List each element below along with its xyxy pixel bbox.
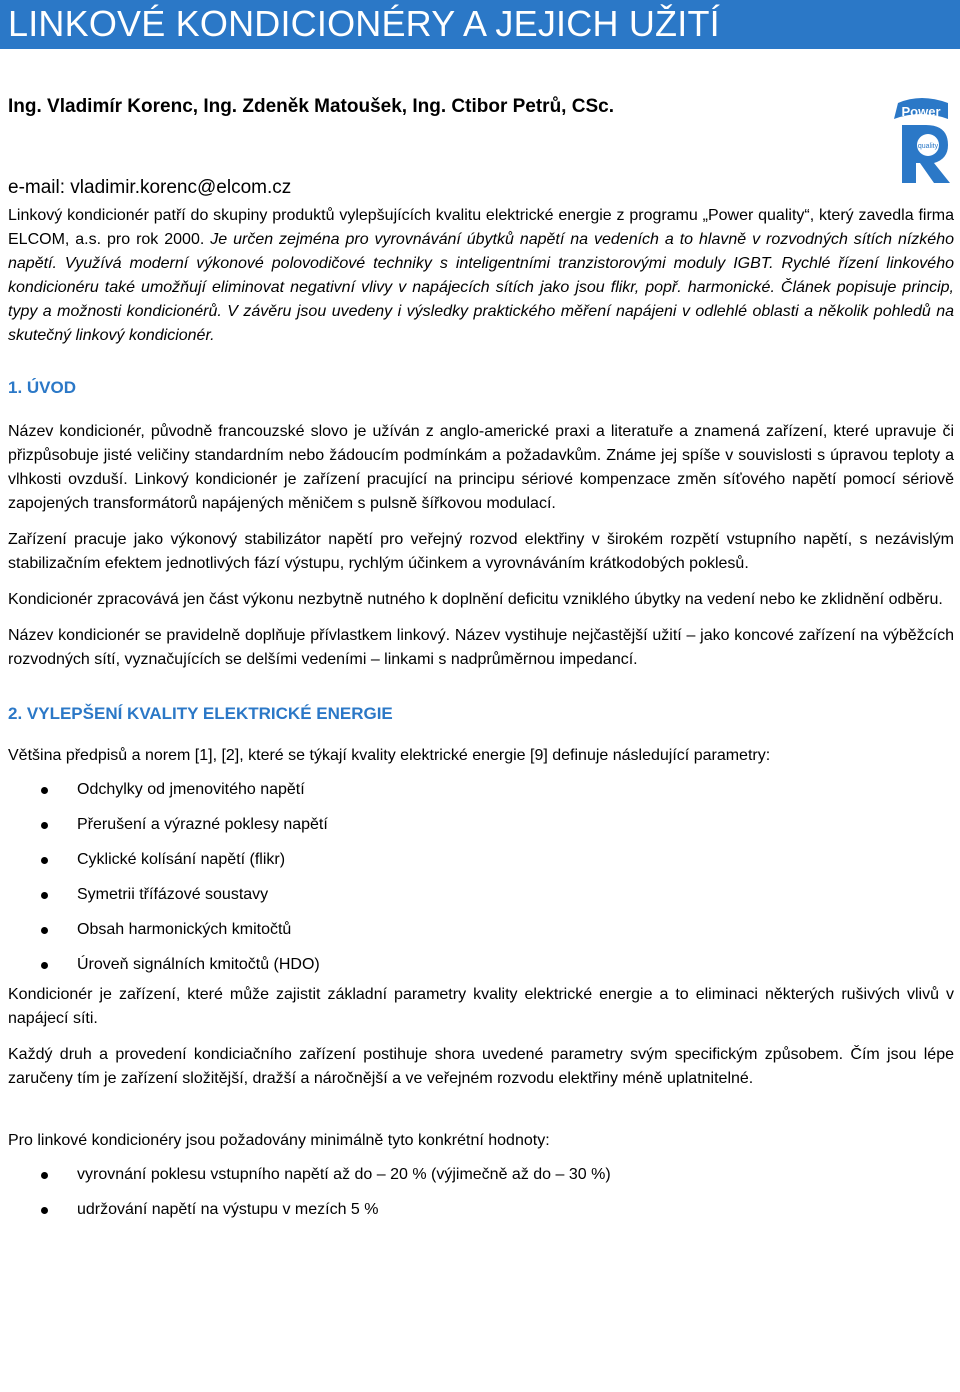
list-item: Cyklické kolísání napětí (flikr)	[8, 848, 954, 872]
bullet-icon	[41, 892, 48, 899]
section-1-paragraph: Kondicionér zpracovává jen část výkonu nezbytně nutného k doplnění deficitu vzniklého úbytky na vedení nebo ke zklidnění odběru.	[8, 591, 943, 608]
section-2-paragraph: Každý druh a provedení kondiciačního zařízení postihuje shora uvedené parametry svým specifickým způsobem. Čím jsou lépe zaručeny tím je zařízení složitější, dražší a náročnější a ve veřejném rozvodu elektřiny méně uplatnitelné.	[8, 1046, 954, 1087]
parameters-list	[8, 778, 954, 977]
bullet-icon	[41, 857, 48, 864]
power-quality-logo-icon	[888, 95, 954, 185]
section-2-intro: Většina předpisů a norem [1], [2], které se týkají kvality elektrické energie [9] definuje následující parametry:	[8, 747, 771, 764]
section-2-paragraph: Kondicionér je zařízení, které může zajistit základní parametry kvality elektrické energie a to eliminaci některých rušivých vlivů v napájecí síti.	[8, 986, 954, 1027]
abstract-italic: Je určen zejména pro vyrovnávání úbytků napětí na vedeních a to hlavně v rozvodných sítích nízkého napětí. Využívá moderní výkonové polovodičové techniky s inteligentními tranzistorovými moduly IGBT. Rychlé řízení linkového kondicionéru také umožňují eliminovat negativní vlivy v napájecích sítích jako jsou flikr, popř. harmonické. Článek popisuje princip, typy a možnosti kondicionérů. V závěru jsou uvedeny i výsledky praktického měření napájeni v odlehlé oblasti a několik pohledů na skutečný linkový kondicionér.	[8, 231, 955, 344]
title-banner	[0, 0, 960, 49]
list-item: Úroveň signálních kmitočtů (HDO)	[8, 953, 954, 977]
section-1-paragraph: Zařízení pracuje jako výkonový stabilizátor napětí pro veřejný rozvod elektřiny v širokém rozpětí vstupního napětí, s nezávislým stabilizačním efektem jednotlivých fází výstupu, rychlým účinkem a vyrovnáváním krátkodobých poklesů.	[8, 531, 954, 572]
abstract-normal: Linkový kondicionér patří do skupiny produktů vylepšujících kvalitu elektrické energie z programu „Power quality“, který zavedla firma ELCOM, a.s. pro rok 2000.	[8, 207, 954, 248]
section-1-paragraph: Název kondicionér, původně francouzské slovo je užíván z anglo-americké praxi a literatuře a znamená zařízení, které upravuje či přizpůsobuje jisté veličiny standardním nebo žádoucím podmínkám a požadavkům. Známe jej spíše v souvislosti s úpravou teploty a vlhkosti ovzduší. Linkový kondicionér je zařízení pracující na principu sériové kompenzace změn síťového napětí pomocí sériově zapojených transformátorů napájených měničem s pulsně šířkovou modulací.	[8, 423, 954, 512]
section-1-paragraph: Název kondicionér se pravidelně doplňuje přívlastkem linkový. Název vystihuje nejčastější užití – jako koncové zařízení na výběžcích rozvodných sítí, vyznačujících se delšími vedeními – linkami s nadprůměrnou impedancí.	[8, 627, 954, 668]
bullet-icon	[41, 962, 48, 969]
list-item: Symetrii třífázové soustavy	[8, 883, 954, 907]
abstract	[8, 204, 954, 348]
logo-text-top: Power	[901, 104, 941, 119]
list-item: Odchylky od jmenovitého napětí	[8, 778, 954, 802]
bullet-icon	[41, 927, 48, 934]
section-1-heading: 1. ÚVOD	[8, 378, 77, 397]
authors: Ing. Vladimír Korenc, Ing. Zdeněk Matoušek, Ing. Ctibor Petrů, CSc.	[8, 96, 614, 117]
requirements-list	[8, 1163, 954, 1222]
email: e-mail: vladimir.korenc@elcom.cz	[8, 177, 292, 198]
list-item: Obsah harmonických kmitočtů	[8, 918, 954, 942]
bullet-icon	[41, 787, 48, 794]
bullet-icon	[41, 1207, 48, 1214]
bullet-icon	[41, 1172, 48, 1179]
logo-text-bottom: quality	[917, 143, 939, 150]
list-item: vyrovnání poklesu vstupního napětí až do – 20 % (výjimečně až do – 30 %)	[8, 1163, 954, 1187]
bullet-icon	[41, 822, 48, 829]
section-2-heading: 2. VYLEPŠENÍ KVALITY ELEKTRICKÉ ENERGIE	[8, 704, 393, 723]
page-title: LINKOVÉ KONDICIONÉRY A JEJICH UŽITÍ	[8, 3, 720, 44]
list-item: udržování napětí na výstupu v mezích 5 %	[8, 1198, 954, 1222]
list-item: Přerušení a výrazné poklesy napětí	[8, 813, 954, 837]
article-body	[8, 204, 954, 1222]
requirements-intro: Pro linkové kondicionéry jsou požadovány minimálně tyto konkrétní hodnoty:	[8, 1132, 550, 1149]
